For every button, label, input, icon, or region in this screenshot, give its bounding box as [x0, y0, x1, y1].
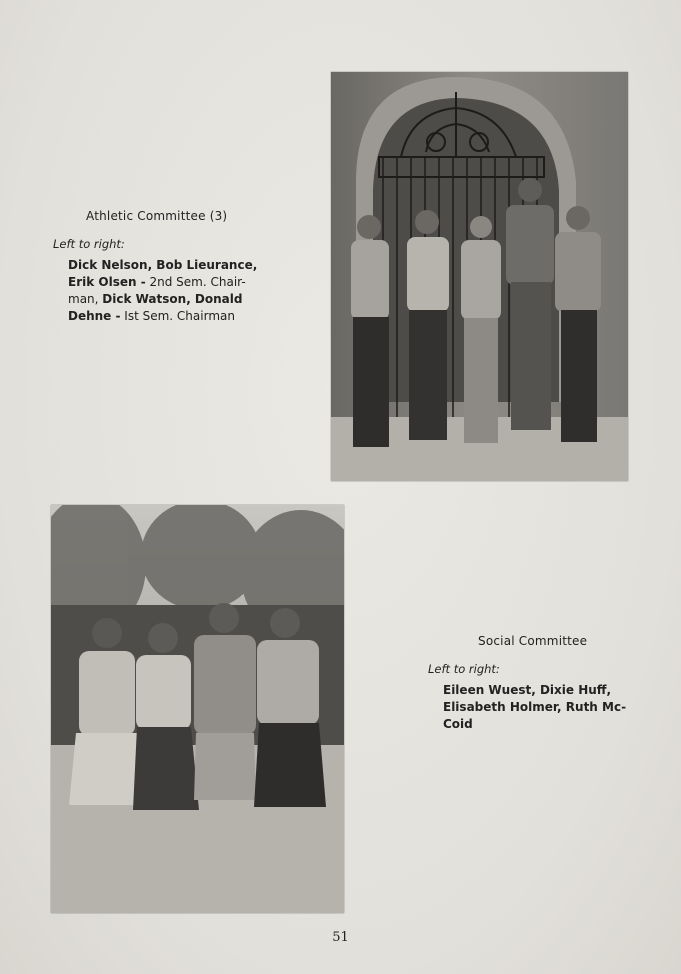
athletic-committee-title: Athletic Committee (3) — [86, 209, 228, 223]
athletic-member-names — [53, 257, 273, 325]
social-committee-photo — [51, 505, 344, 913]
page-number: 51 — [332, 930, 349, 945]
social-names-line-3: Coid — [443, 717, 473, 731]
athletic-names-role-2: 2nd Sem. Chair- — [145, 275, 246, 289]
athletic-names-line-2: Erik Olsen - — [68, 275, 146, 289]
athletic-names-line-1: Dick Nelson, Bob Lieurance, — [68, 258, 258, 272]
athletic-committee-caption — [53, 209, 273, 325]
athletic-left-to-right: Left to right: — [53, 237, 125, 251]
athletic-names-role-3: man, — [68, 292, 103, 306]
social-names-line-2: Elisabeth Holmer, Ruth Mc- — [443, 700, 627, 714]
athletic-names-role-5: Ist Sem. Chairman — [120, 309, 235, 323]
social-member-names — [428, 682, 638, 733]
athletic-committee-photo — [331, 72, 628, 481]
athletic-names-line-5: Dehne - — [68, 309, 121, 323]
athletic-names-line-4: Dick Watson, Donald — [102, 292, 243, 306]
social-committee-title: Social Committee — [478, 634, 588, 648]
social-left-to-right: Left to right: — [428, 662, 500, 676]
social-committee-caption — [428, 634, 638, 733]
social-names-line-1: Eileen Wuest, Dixie Huff, — [443, 683, 612, 697]
